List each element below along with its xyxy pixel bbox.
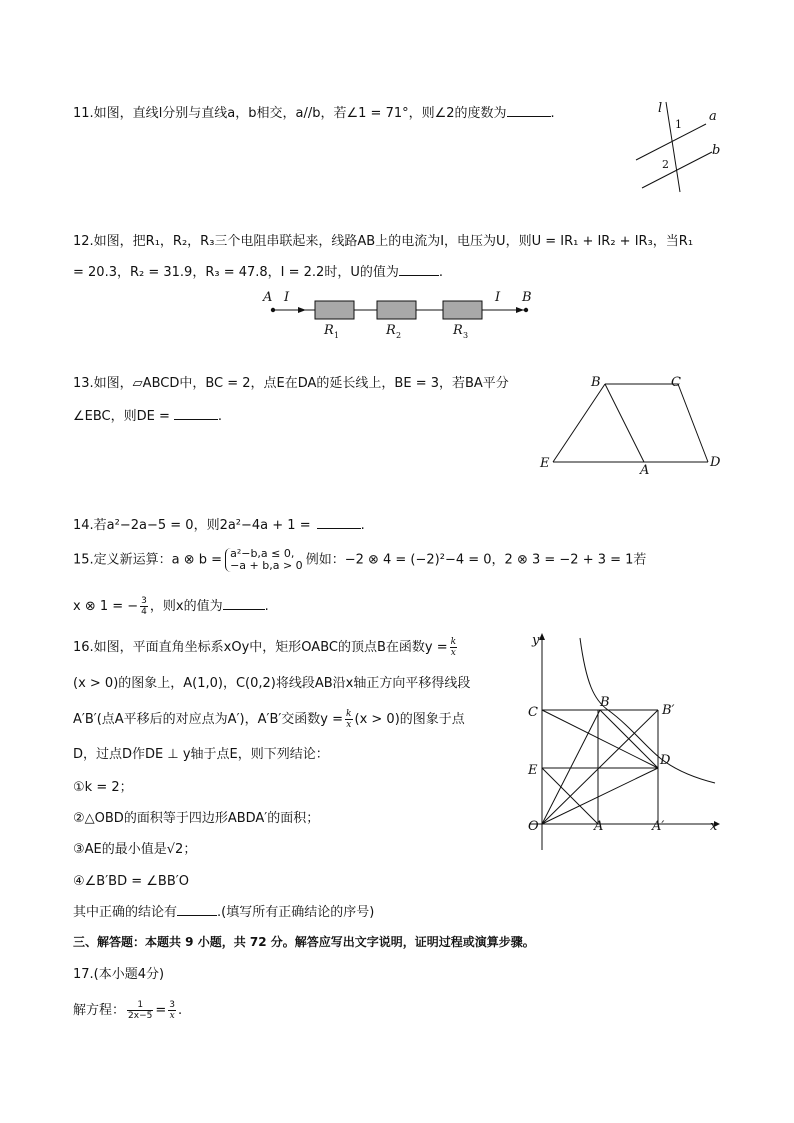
q14-text <box>73 516 365 535</box>
q17-frac1-num: 1 <box>127 1000 153 1011</box>
q16-label-c: C <box>528 705 538 720</box>
q15-prefix: 15.定义新运算：a ⊗ b = <box>73 552 223 568</box>
q12-label-a: A <box>263 290 273 305</box>
q17-suffix: . <box>177 1003 183 1018</box>
q12-label-r1-sub: 1 <box>334 331 340 340</box>
q16-frac-k: k <box>450 637 457 647</box>
q16-fraction-k-x-2 <box>345 709 352 730</box>
q15-case2: −a + b,a > 0 <box>230 559 303 572</box>
q12-line2 <box>73 263 443 282</box>
q12-label-i-right: I <box>495 290 501 305</box>
q12-label-r3: R <box>453 323 463 338</box>
q12-answer-blank[interactable] <box>399 263 439 276</box>
q12-arrow-right <box>516 307 524 313</box>
q12-label-b: B <box>522 290 532 305</box>
q16-label-o: O <box>528 819 539 834</box>
q15-answer-blank[interactable] <box>223 597 265 610</box>
q16-conclusion-4: ④∠B′BD = ∠BB′O <box>73 874 189 889</box>
q16-answer-suffix: .(填写所有正确结论的序号) <box>217 905 375 920</box>
q11-label-a: a <box>709 109 717 124</box>
q16-line-ob <box>542 710 600 824</box>
q15-case1: a²−b,a ≤ 0, <box>230 547 295 560</box>
q16-conclusion-1: ①k = 2； <box>73 780 133 795</box>
q12-label-r2-sub: 2 <box>396 331 402 340</box>
q15-line2-prefix: x ⊗ 1 = − <box>73 599 139 614</box>
q13-line1: 13.如图，▱ABCD中，BC = 2，点E在DA的延长线上，BE = 3，若BA平分 <box>73 376 509 391</box>
q11-label-1: 1 <box>675 118 682 131</box>
q12-point-a <box>271 308 275 312</box>
q11-figure <box>628 98 728 196</box>
q13-answer-blank[interactable] <box>174 407 218 420</box>
q11-answer-blank[interactable] <box>507 104 551 117</box>
q11-label-2: 2 <box>662 158 669 171</box>
q16-label-d: D <box>660 753 671 768</box>
q13-label-b: B <box>591 375 601 390</box>
q13-side-ba <box>605 384 644 462</box>
q11-label-b: b <box>712 143 721 158</box>
q12-resistor-2 <box>377 301 416 319</box>
q15-frac-num: 3 <box>141 596 147 606</box>
q12-resistor-1 <box>315 301 354 319</box>
q17-fraction-left <box>127 1000 153 1021</box>
q15-frac-den: 4 <box>141 607 147 617</box>
q16-line-od <box>542 768 658 824</box>
q16-fraction-k-x <box>450 637 457 658</box>
q15-line1 <box>73 548 646 572</box>
q17-equals: = <box>155 1003 167 1018</box>
q11-text <box>73 104 555 123</box>
q13-figure <box>536 370 736 480</box>
q16-line2: (x > 0)的图象上，A(1,0)，C(0,2)将线段AB沿x轴正方向平移得线段 <box>73 676 471 691</box>
q14-suffix: . <box>360 518 365 533</box>
q12-line2-text: = 20.3，R₂ = 31.9，R₃ = 47.8，I = 2.2时，U的值为 <box>73 265 399 280</box>
q17-title: 17.(本小题4分) <box>73 967 165 982</box>
q13-label-e: E <box>540 456 550 471</box>
q16-label-a: A <box>594 819 604 834</box>
q16-frac2-x: x <box>346 720 352 730</box>
q17-frac2-den: x <box>169 1011 175 1021</box>
q13-label-d: D <box>710 455 721 470</box>
q17-frac2-num: 3 <box>169 1000 175 1010</box>
section-3-heading: 三、解答题：本题共 9 小题，共 72 分。解答应写出文字说明，证明过程或演算步骤。 <box>73 935 535 949</box>
q13-side-be <box>553 384 605 462</box>
q14-body: 14.若a²−2a−5 = 0，则2a²−4a + 1 = <box>73 518 311 533</box>
q17-fraction-right <box>168 1000 176 1021</box>
q12-arrow-left <box>298 307 306 313</box>
q11-prefix: 11.如图，直线 <box>73 106 159 121</box>
q16-line4: D，过点D作DE ⊥ y轴于点E，则下列结论： <box>73 747 329 762</box>
q11-body: l分别与直线a，b相交，a//b，若∠1 = 71°，则∠2的度数为 <box>158 106 507 121</box>
q15-example: 例如：−2 ⊗ 4 = (−2)²−4 = 0，2 ⊗ 3 = −2 + 3 = 1若 <box>305 552 647 568</box>
q13-line2 <box>73 407 222 426</box>
q12-figure <box>260 286 540 344</box>
q12-suffix: . <box>438 265 443 280</box>
q15-end: . <box>264 599 269 614</box>
q16-label-bp: B′ <box>662 703 675 718</box>
q16-label-b: B <box>600 695 610 710</box>
q11-line-b <box>642 152 712 188</box>
q16-line3-prefix: A′B′(点A平移后的对应点为A′)，A′B′交函数y = <box>73 712 344 727</box>
q16-answer-line <box>73 903 374 922</box>
q15-line2-suffix: ，则x的值为 <box>149 599 223 614</box>
q16-line3 <box>73 709 465 730</box>
q16-conclusion-3: ③AE的最小值是√2； <box>73 842 197 857</box>
q16-line3-suffix: (x > 0)的图象于点 <box>354 712 465 727</box>
q16-line-obp <box>542 710 658 824</box>
q12-resistor-3 <box>443 301 482 319</box>
q16-label-e: E <box>528 763 538 778</box>
q14-answer-blank[interactable] <box>317 516 361 529</box>
q11-suffix: . <box>550 106 555 121</box>
q16-label-y: y <box>532 633 540 648</box>
q16-conclusion-2: ②△OBD的面积等于四边形ABDA′的面积； <box>73 811 320 826</box>
q16-figure <box>520 628 730 858</box>
q16-frac2-k: k <box>346 709 352 719</box>
q12-label-r2: R <box>386 323 396 338</box>
q16-answer-blank[interactable] <box>177 903 217 916</box>
q13-suffix: . <box>217 409 223 424</box>
q13-side-cd <box>678 384 708 462</box>
q16-label-ap: A′ <box>652 819 665 834</box>
q15-fraction <box>140 596 148 617</box>
q16-label-x: x <box>710 819 718 834</box>
q16-answer-prefix: 其中正确的结论有 <box>73 905 178 920</box>
q12-line1: 12.如图，把R₁，R₂，R₃三个电阻串联起来，线路AB上的电流为I，电压为U，则U = IR₁ + IR₂ + IR₃，当R₁ <box>73 234 694 249</box>
q12-label-r3-sub: 3 <box>463 331 469 340</box>
q16-frac-x: x <box>450 648 456 658</box>
q17-equation <box>73 1000 182 1021</box>
q13-label-c: C <box>671 375 681 390</box>
q15-piecewise <box>225 548 303 572</box>
q17-prefix: 解方程： <box>73 1003 126 1018</box>
q12-label-i-left: I <box>284 290 290 305</box>
q12-point-b <box>524 308 528 312</box>
q13-label-a: A <box>640 463 650 478</box>
q17-frac1-den: 2x−5 <box>128 1011 153 1021</box>
q11-label-l: l <box>658 101 663 116</box>
q11-line-l <box>666 102 680 192</box>
q11-line-a <box>636 124 706 160</box>
q13-line2-text: ∠EBC，则DE = <box>73 409 170 424</box>
q16-line1-text: 16.如图，平面直角坐标系xOy中，矩形OABC的顶点B在函数y = <box>73 640 448 655</box>
q12-label-r1: R <box>324 323 334 338</box>
q15-line2 <box>73 596 269 617</box>
q16-line1 <box>73 637 459 658</box>
q16-axis-y-arrow <box>539 633 545 640</box>
